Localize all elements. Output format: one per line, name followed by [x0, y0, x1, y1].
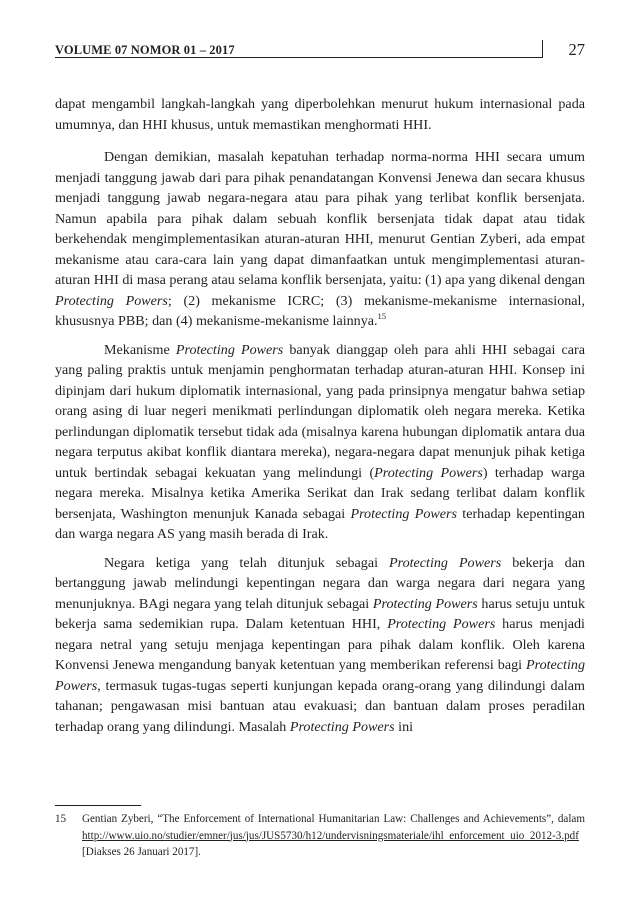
italic-term: Protecting Powers: [389, 554, 502, 571]
page-number: 27: [568, 40, 585, 59]
running-header: [55, 40, 585, 62]
italic-term: Protecting Powers: [175, 341, 284, 358]
italic-term: Protecting Powers: [387, 616, 496, 632]
italic-term: Protecting Powers: [289, 718, 395, 735]
footnote: [55, 811, 585, 861]
italic-term: Protecting Powers: [55, 292, 168, 309]
italic-term: Protecting Powers: [374, 464, 483, 481]
header-rule: [55, 57, 542, 58]
body-text: [55, 94, 585, 745]
footnote-text: Gentian Zyberi, “The Enforcement of International Humanitarian Law: Challenges and Achievements”, dalam http://www.uio.no/studier/emner/jus/jus/JUS5730/h12/undervisningsmateriale/ihl_enforcement_uio_2012-3.pdf [Diakses 26 Januari 2017].: [82, 813, 585, 858]
journal-volume-label: VOLUME 07 NOMOR 01 – 2017: [55, 43, 235, 57]
footnote-link[interactable]: http://www.uio.no/studier/emner/jus/jus/JUS5730/h12/undervisningsmateriale/ihl_enforcement_uio_2012-3.pdf: [82, 829, 579, 842]
paragraph-1: dapat mengambil langkah-langkah yang diperbolehkan menurut hukum internasional pada umumnya, dan HHI khusus, untuk memastikan menghormati HHI.: [55, 96, 585, 133]
footnote-reference[interactable]: 15: [377, 311, 387, 321]
italic-term: Protecting Powers: [372, 595, 478, 612]
italic-term: Protecting Powers: [350, 505, 458, 522]
paragraph-2: Dengan demikian, masalah kepatuhan terhadap norma-norma HHI secara umum menjadi tanggung jawab dari para pihak penandatangan Konvensi Jenewa dan secara khusus menjadi tanggung jawab negara-negara atau para pihak yang terlibat konflik bersenjata. Namun apabila para pihak dalam sebuah konflik bersenjata tidak dapat atau tidak berkehendak mengimplementasikan aturan-aturan HHI, menurut Gentian Zyberi, ada empat mekanisme atau cara-cara lain yang dapat dimanfaatkan untuk mengimplementasi aturan-aturan HHI di masa perang atau selama konflik bersenjata, yaitu: (1) apa yang dikenal dengan Protecting Powers; (2) mekanisme ICRC; (3) mekanisme-mekanisme internasional, khususnya PBB; dan (4) mekanisme-mekanisme lainnya.$^{15}$: [55, 149, 585, 329]
footnote-separator: [55, 805, 141, 806]
paragraph-3: Mekanisme Protecting Powers banyak dianggap oleh para ahli HHI sebagai cara yang paling praktis untuk menjamin penghormatan terhadap aturan-aturan HHI. Konsep ini dipinjam dari hukum diplomatik internasional, yang pada prinsipnya mengatur bahwa setiap orang asing di luar negeri menikmati perlindungan diplomatik oleh negara mereka. Ketika perlindungan diplomatik tersebut tidak ada (misalnya karena hubungan diplomatik antara dua negara terputus akibat konflik diantara mereka), negara-negara dapat menunjuk pihak ketiga untuk bertindak sebagai kekuatan yang melindungi (Protecting Powers) terhadap warga negara mereka. Misalnya ketika Amerika Serikat dan Irak sedang terlibat dalam konflik bersenjata, Washington menunjuk Kanada sebagai Protecting Powers terhadap kepentingan dan warga negara AS yang masih berada di Irak.: [55, 341, 586, 542]
paragraph-4: Negara ketiga yang telah ditunjuk sebagai Protecting Powers bekerja dan bertanggung jawab melindungi kepentingan negara dan warga negara dari negara yang menunjuknya. BAgi negara yang telah ditunjuk sebagai Protecting Powers harus setuju untuk bekerja sama sedemikian rupa. Dalam ketentuan HHI, Protecting Powers harus menjadi negara netral yang setuju menjaga kepentingan para pihak dalam konflik. Oleh karena Konvensi Jenewa mengandung banyak ketentuan yang memberikan referensi bagi Protecting Powers, termasuk tugas-tugas seperti kunjungan kepada orang-orang yang dilindungi dalam tahanan; pengawasan misi bantuan atau evakuasi; dan bantuan dalam proses peradilan terhadap orang yang dilindungi. Masalah Protecting Powers ini: [55, 554, 586, 735]
footnote-number: 15: [55, 813, 67, 825]
italic-term: Protecting Powers: [55, 657, 585, 694]
header-divider: [542, 40, 543, 58]
